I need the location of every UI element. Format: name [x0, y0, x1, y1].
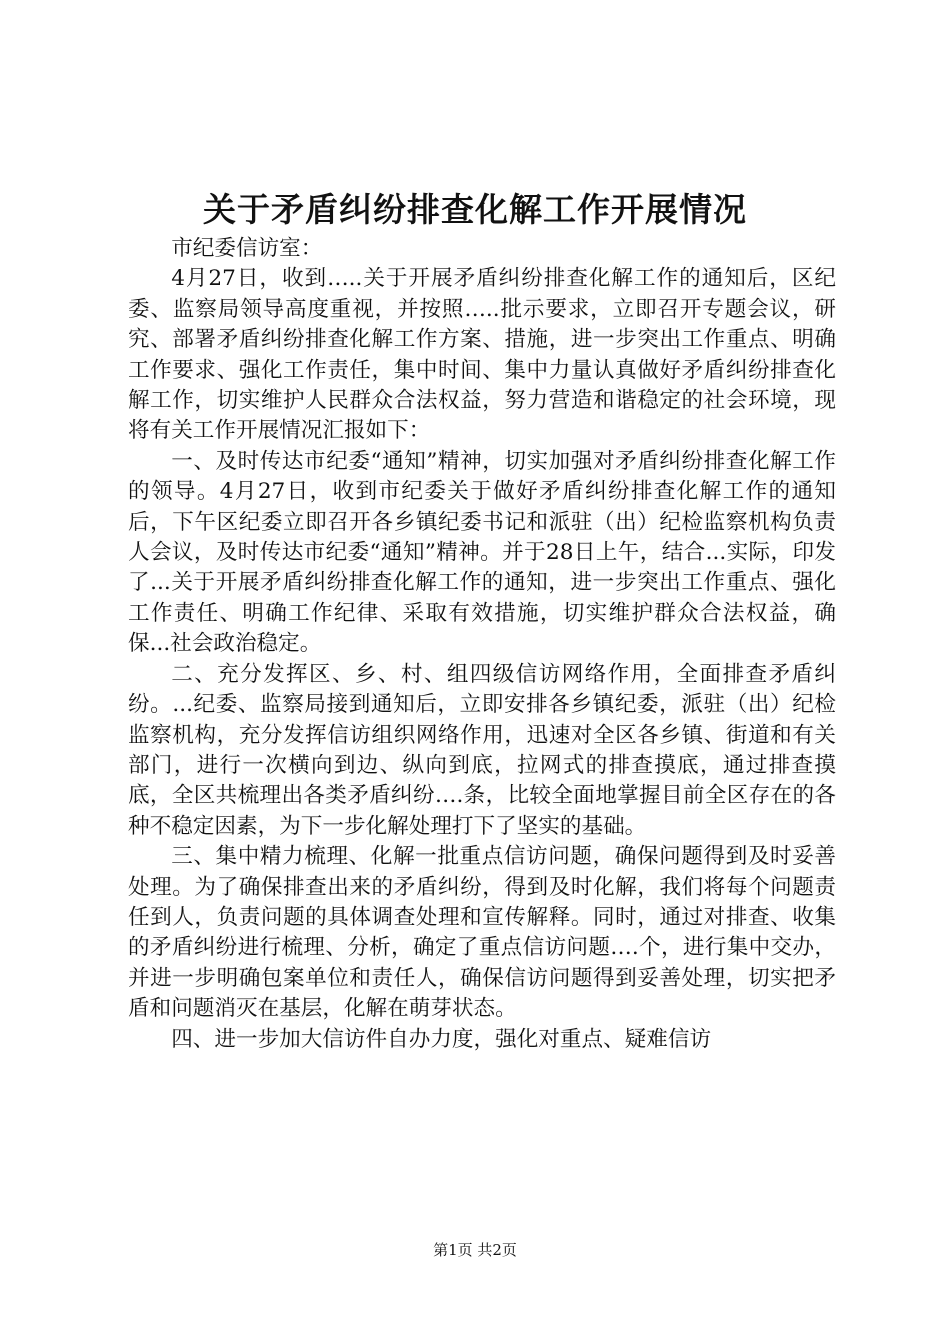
paragraph-section-2: 二、充分发挥区、乡、村、组四级信访网络作用，全面排查矛盾纠纷。...纪委、监察局接到通知后，立即安排各乡镇纪委，派驻（出）纪检监察机构，充分发挥信访组织网络作用，迅速对全区各乡镇、街道和有关部门，进行一次横向到边、纵向到底，拉网式的排查摸底，通过排查摸底，全区共梳理出各类矛盾纠纷….条，比较全面地掌握目前全区存在的各种不稳定因素，为下一步化解处理打下了坚实的基础。 [128, 661, 836, 839]
paragraph-section-4: 四、进一步加大信访件自办力度，强化对重点、疑难信访 [171, 1026, 712, 1052]
document-body [128, 234, 836, 1055]
paragraph-section-3: 三、集中精力梳理、化解一批重点信访问题，确保问题得到及时妥善处理。为了确保排查出来的矛盾纠纷，得到及时化解，我们将每个问题责任到人，负责问题的具体调查处理和宣传解释。同时，通过对排查、收集的矛盾纠纷进行梳理、分析，确定了重点信访问题….个，进行集中交办，并进一步明确包案单位和责任人，确保信访问题得到妥善处理，切实把矛盾和问题消灭在基层，化解在萌芽状态。 [128, 844, 836, 1022]
salutation: 市纪委信访室： [171, 236, 323, 261]
page-indicator: 第1页 共2页 [433, 1241, 517, 1259]
document-title: 关于矛盾纠纷排查化解工作开展情况 [203, 190, 747, 229]
paragraph-intro: 4月27日，收到…..关于开展矛盾纠纷排查化解工作的通知后，区纪委、监察局领导高度重视，并按照…..批示要求，立即召开专题会议，研究、部署矛盾纠纷排查化解工作方案、措施，进一步突出工作重点、明确工作要求、强化工作责任，集中时间、集中力量认真做好矛盾纠纷排查化解工作，切实维护人民群众合法权益，努力营造和谐稳定的社会环境，现将有关工作开展情况汇报如下： [128, 266, 836, 444]
page-footer [0, 1240, 950, 1260]
paragraph-section-1: 一、及时传达市纪委“通知”精神，切实加强对矛盾纠纷排查化解工作的领导。4月27日，收到市纪委关于做好矛盾纠纷排查化解工作的通知后，下午区纪委立即召开各乡镇纪委书记和派驻（出）纪检监察机构负责人会议，及时传达市纪委“通知”精神。并于28日上午，结合...实际，印发了...关于开展矛盾纠纷排查化解工作的通知，进一步突出工作重点、强化工作责任、明确工作纪律、采取有效措施，切实维护群众合法权益，确保...社会政治稳定。 [128, 448, 836, 657]
